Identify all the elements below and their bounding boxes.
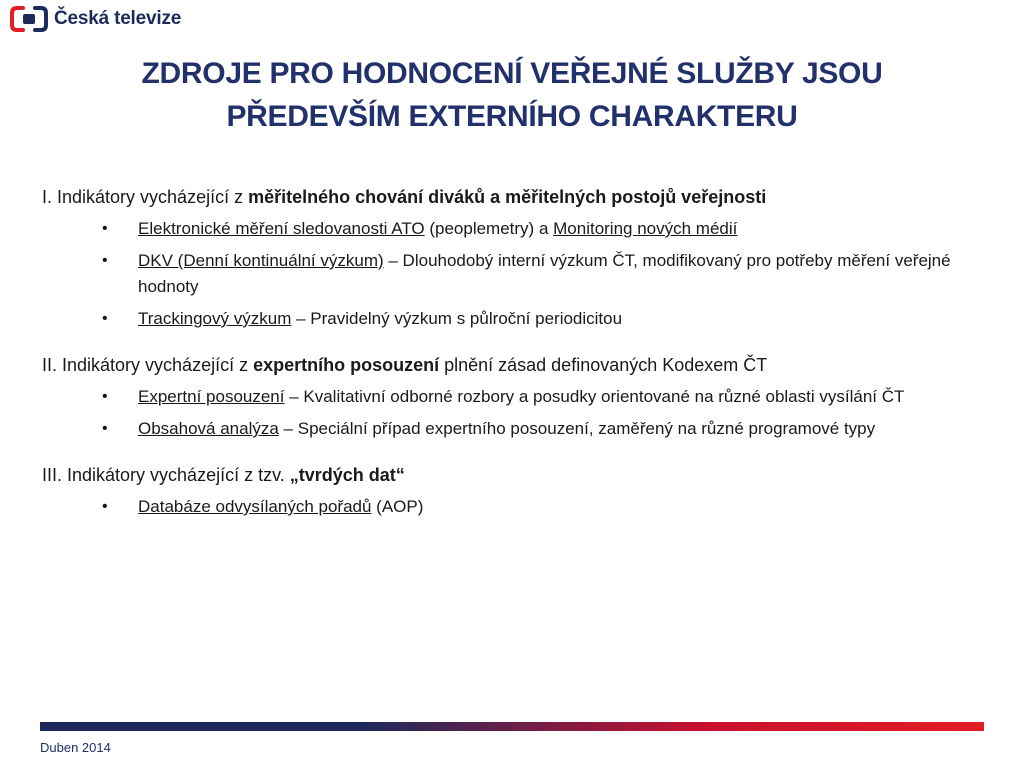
footer-divider	[40, 722, 984, 731]
list-item-link: Trackingový výzkum	[138, 309, 292, 328]
list-item-link: Monitoring nových médií	[553, 219, 738, 238]
section-measurable	[42, 184, 992, 332]
bullet-icon: •	[102, 388, 108, 405]
list-item-link: Elektronické měření sledovanosti ATO	[138, 219, 425, 238]
list-item: • Elektronické měření sledovanosti ATO (peoplemetry) a Monitoring nových médií	[138, 216, 992, 242]
section-heading: II. Indikátory vycházející z expertního posouzení plnění zásad definovaných Kodexem ČT	[42, 355, 768, 375]
bullet-icon: •	[102, 220, 108, 237]
ct-logo-icon	[10, 6, 48, 32]
list-item-link: Obsahová analýza	[138, 419, 279, 438]
list-item: • Trackingový výzkum – Pravidelný výzkum s půlroční periodicitou	[138, 306, 992, 332]
bullet-icon: •	[102, 252, 108, 269]
footer-date: Duben 2014	[40, 740, 111, 755]
bullet-list	[42, 494, 992, 520]
page-title-line-1: ZDROJE PRO HODNOCENÍ VEŘEJNÉ SLUŽBY JSOU	[141, 57, 883, 90]
bullet-icon: •	[102, 420, 108, 437]
bullet-list	[42, 216, 992, 332]
list-item-link: Expertní posouzení	[138, 387, 285, 406]
section-heading: III. Indikátory vycházející z tzv. „tvrdých dat“	[42, 465, 405, 485]
page-title	[40, 52, 984, 138]
list-item: • DKV (Denní kontinuální výzkum) – Dlouhodobý interní výzkum ČT, modifikovaný pro potřeby měření veřejné hodnoty	[138, 248, 992, 300]
list-item-link: Databáze odvysílaných pořadů	[138, 497, 372, 516]
list-item-link: DKV (Denní kontinuální výzkum)	[138, 251, 384, 270]
section-heading: I. Indikátory vycházející z měřitelného chování diváků a měřitelných postojů veřejnosti	[42, 187, 767, 207]
section-expert	[42, 352, 992, 442]
brand-name: Česká televize	[54, 8, 182, 29]
list-item: • Databáze odvysílaných pořadů (AOP)	[138, 494, 992, 520]
bullet-list	[42, 384, 992, 442]
section-hard-data	[42, 462, 992, 520]
content-sections	[42, 184, 992, 540]
list-item: • Obsahová analýza – Speciální případ expertního posouzení, zaměřený na různé programové typy	[138, 416, 992, 442]
list-item: • Expertní posouzení – Kvalitativní odborné rozbory a posudky orientované na různé oblasti vysílání ČT	[138, 384, 992, 410]
brand-logo	[10, 6, 181, 32]
bullet-icon: •	[102, 498, 108, 515]
bullet-icon: •	[102, 310, 108, 327]
page-title-line-2: PŘEDEVŠÍM EXTERNÍHO CHARAKTERU	[226, 100, 798, 133]
